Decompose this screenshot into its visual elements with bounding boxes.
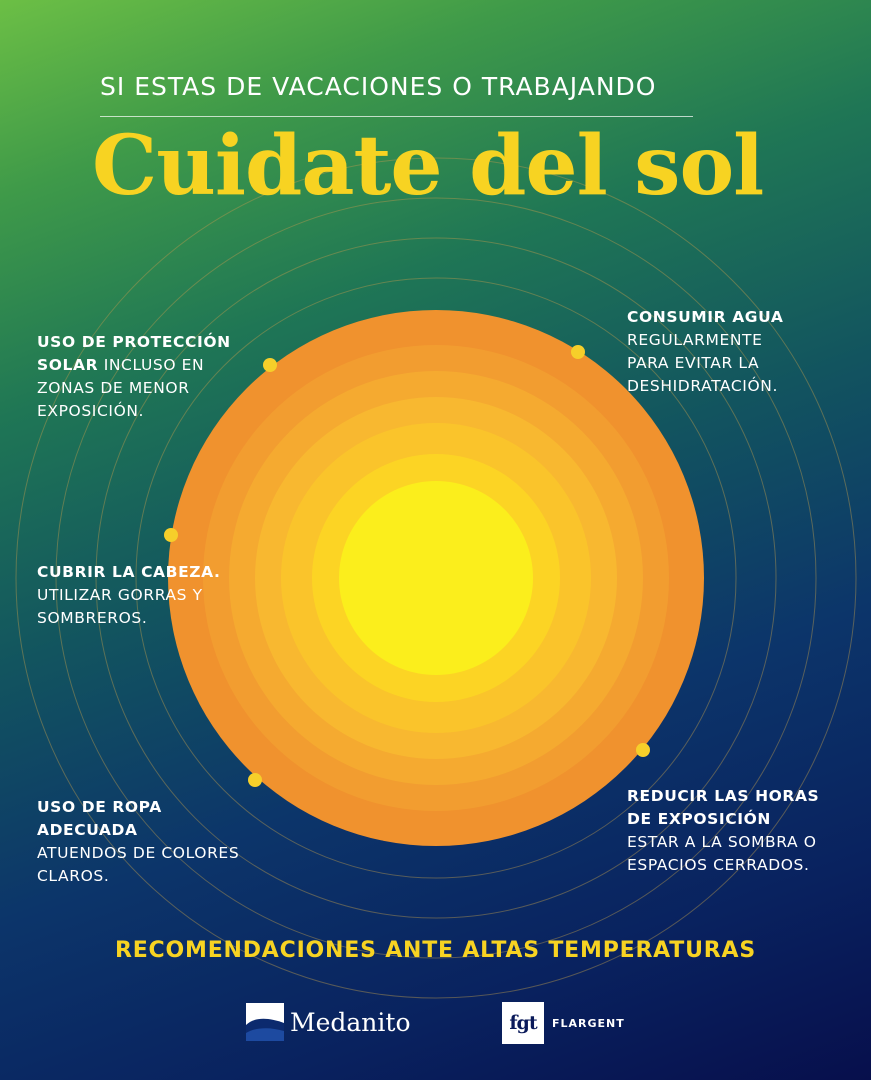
tip-body: ESPACIOS CERRADOS. <box>627 856 810 874</box>
tip-body: EXPOSICIÓN. <box>37 402 145 420</box>
tip-body: REGULARMENTE <box>627 331 763 349</box>
sun-core <box>339 481 533 675</box>
tip-body: CLAROS. <box>37 867 110 885</box>
tip-body: ZONAS DE MENOR <box>37 379 190 397</box>
tip-heading: SOLAR <box>37 356 99 374</box>
tip-cover-head <box>37 561 267 630</box>
recommendations-heading: RECOMENDACIONES ANTE ALTAS TEMPERATURAS <box>114 938 756 963</box>
tip-marker-dot <box>164 528 178 542</box>
tip-reduce-exposure <box>627 785 857 877</box>
subtitle-divider <box>100 116 693 117</box>
tip-heading: DE EXPOSICIÓN <box>627 810 771 828</box>
subtitle: SI ESTAS DE VACACIONES O TRABAJANDO <box>100 72 657 101</box>
tip-body: DESHIDRATACIÓN. <box>627 377 778 395</box>
tip-body: SOMBREROS. <box>37 609 148 627</box>
tip-proper-clothing <box>37 796 267 888</box>
medanito-logo-mark <box>246 1003 284 1041</box>
tip-marker-dot <box>571 345 585 359</box>
tip-marker-dot <box>248 773 262 787</box>
tip-body: UTILIZAR GORRAS Y <box>37 586 203 604</box>
tip-body: PARA EVITAR LA <box>627 354 760 372</box>
flargent-logo <box>502 1002 625 1044</box>
tip-body: ATUENDOS DE COLORES <box>37 844 240 862</box>
flargent-logo-text: FLARGENT <box>552 1016 625 1030</box>
main-title: Cuidate del sol <box>92 118 764 214</box>
tip-heading: REDUCIR LAS HORAS <box>627 787 820 805</box>
medanito-logo-text: Medanito <box>290 1007 411 1037</box>
medanito-logo <box>246 1002 411 1042</box>
tip-sun-protection <box>37 331 267 423</box>
tip-body: INCLUSO EN <box>103 356 205 374</box>
fgt-logo-mark: fgt <box>502 1002 544 1044</box>
tip-drink-water <box>627 306 827 398</box>
tip-heading: CONSUMIR AGUA <box>627 308 784 326</box>
tip-marker-dot <box>636 743 650 757</box>
tip-heading: USO DE PROTECCIÓN <box>37 333 231 351</box>
tip-heading: CUBRIR LA CABEZA. <box>37 563 221 581</box>
tip-heading: USO DE ROPA ADECUADA <box>37 798 162 839</box>
tip-body: ESTAR A LA SOMBRA O <box>627 833 817 851</box>
